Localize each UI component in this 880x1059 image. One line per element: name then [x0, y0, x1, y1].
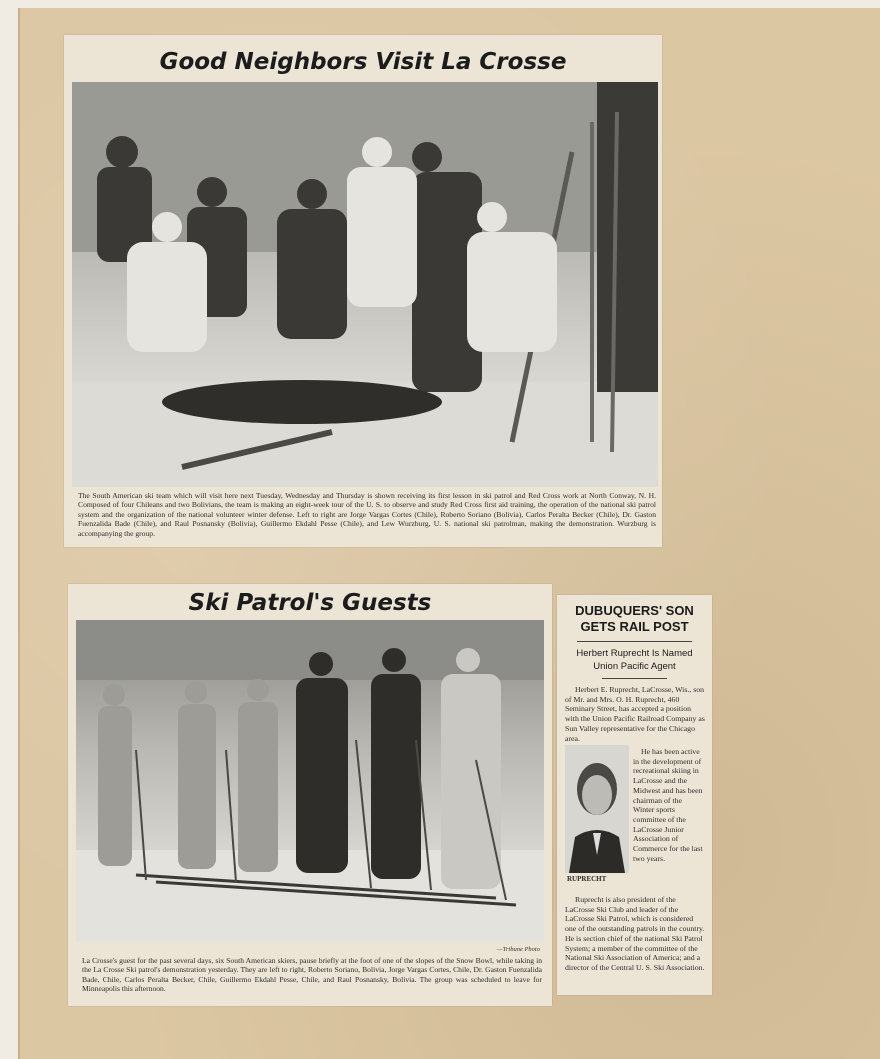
clipping-ski-patrol-guests: [68, 584, 552, 1006]
photo-ski-patrol-lesson: [72, 82, 658, 487]
clipping-dubuquers-son: [557, 595, 712, 995]
headline-rail-post: GETS RAIL POST: [580, 619, 689, 634]
subhead-ruprecht-named: Herbert Ruprecht Is Named: [576, 648, 693, 659]
headline-rule: [577, 641, 692, 642]
headline-ski-patrol-guests: Ski Patrol's Guests: [188, 590, 432, 616]
headline-dubuquers-son: DUBUQUERS' SON: [575, 603, 694, 618]
photo-ski-patrol-lesson-illustration: [72, 82, 658, 487]
portrait-ruprecht-illustration: [565, 745, 629, 873]
scrapbook-page: [18, 8, 880, 1059]
portrait-label: RUPRECHT: [567, 875, 607, 883]
caption-good-neighbors: The South American ski team which will visit here next Tuesday, Wednesday and Thursday is shown receiving its first lesson in ski patrol and Red Cross work at North Conway, N. H. Composed of four Chileans and two Bolivians, the team is making an eight-week tour of the U. S. to observe and study Red Cross first aid training, the operation of the national ski patrol system and the organization of the national volunteer winter defense. Left to right are Jorge Vargas Cortes (Chile), Roberto Soriano (Bolivia), Carlos Peralta Becker (Chile), Dr. Gaston Fuenzalida Bade (Chile), and Raul Posnansky (Bolivia), Guillermo Ekdahl Pesse (Chile), and Lew Wurzburg, U. S. national ski patrolman, making the demonstration. Wurzburg is accompanying the group.: [78, 491, 656, 538]
clipping-good-neighbors: [64, 35, 662, 547]
photo-credit: —Tribune Photo: [496, 946, 540, 953]
headline-good-neighbors: Good Neighbors Visit La Crosse: [159, 49, 567, 75]
portrait-ruprecht: [565, 745, 629, 873]
caption-ski-patrol-guests: La Crosse's guest for the past several days, six South American skiers, pause briefly at the foot of one of the slopes of the Snow Bowl, while taking in the La Crosse Ski patrol's demonstration yesterday. They are left to right, Roberto Soriano, Bolivia, Jorge Vargas Cortes, Chile, Dr. Gaston Fuenzalida Bade, Chile, Carlos Peralta Becker, Chile, Guillermo Ekdahl Pesse, Chile, and Raul Posnansky, Bolivia. The group was scheduled to leave for Minneapolis this afternoon.: [82, 956, 542, 994]
article-paragraph-3: Ruprecht is also president of the LaCrosse Ski Club and leader of the LaCrosse Ski Patrol, which is considered one of the outstanding patrols in the country. He is section chief of the national Ski Patrol System; a member of the committee of the National Ski Association of America; and a director of the Central U. S. Ski Association.: [565, 895, 705, 972]
article-paragraph-1: Herbert E. Ruprecht, LaCrosse, Wis., son of Mr. and Mrs. O. H. Ruprecht, 460 Seminary Street, has accepted a position with the Union Pacific Railroad Company as Sun Valley representative for the Chicago area.: [565, 685, 705, 743]
subhead-rule: [602, 678, 667, 679]
subhead-union-pacific: Union Pacific Agent: [593, 661, 676, 672]
photo-six-skiers-illustration: [76, 620, 544, 942]
article-paragraph-2: He has been active in the development of recreational skiing in LaCrosse and the Midwest and has been chairman of the Winter sports committee of the LaCrosse Junior Association of Commerce for the last two years.: [633, 747, 703, 863]
photo-six-skiers: [76, 620, 544, 942]
